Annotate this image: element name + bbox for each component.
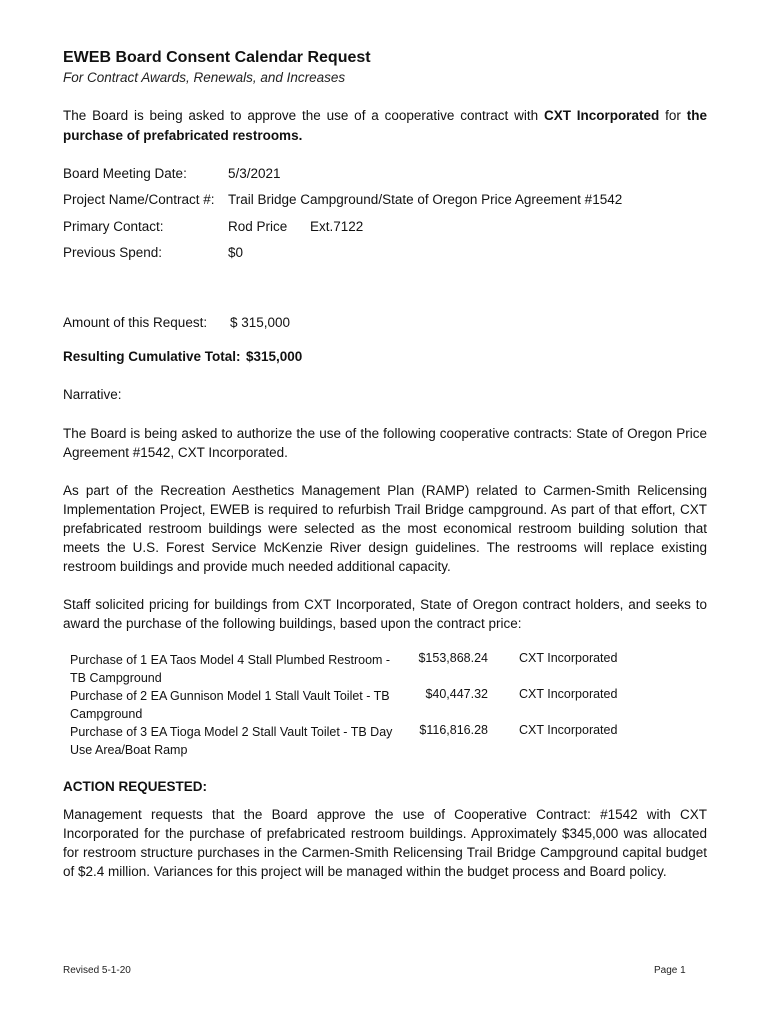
meeting-date-label: Board Meeting Date: bbox=[63, 166, 187, 181]
narrative-paragraph-2: As part of the Recreation Aesthetics Management Plan (RAMP) related to Carmen-Smith Relicensing Implementation Project, EWEB is required to refurbish Trail Bridge campground. As part of that effort, CXT prefabricated restroom buildings were selected as the most economical restroom building solution that meets the U.S. Forest Service McKenzie River design guidelines. The restrooms will replace existing restroom buildings and provide much needed additional capacity. bbox=[63, 483, 707, 574]
purchase-item-3-description: Purchase of 3 EA Tioga Model 2 Stall Vault Toilet - TB Day Use Area/Boat Ramp bbox=[70, 725, 393, 757]
contact-ext: Ext.7122 bbox=[310, 219, 364, 234]
purchase-item-1-description: Purchase of 1 EA Taos Model 4 Stall Plumbed Restroom - TB Campground bbox=[70, 653, 391, 685]
intro-vendor: CXT Incorporated bbox=[543, 108, 660, 123]
intro-paragraph bbox=[63, 106, 707, 146]
previous-spend-value: $0 bbox=[228, 245, 244, 260]
cumulative-total-value: $315,000 bbox=[246, 349, 303, 364]
narrative-paragraph-3: Staff solicited pricing for buildings from CXT Incorporated, State of Oregon contract holders, and seeks to award the purchase of the following buildings, based upon the contract price: bbox=[63, 597, 707, 631]
revised-date: Revised 5-1-20 bbox=[63, 965, 131, 976]
previous-spend-label: Previous Spend: bbox=[63, 245, 163, 260]
purchase-item-1-vendor: CXT Incorporated bbox=[519, 651, 618, 665]
page-subtitle: For Contract Awards, Renewals, and Increases bbox=[63, 70, 346, 85]
page-title: EWEB Board Consent Calendar Request bbox=[63, 49, 371, 66]
cumulative-total-label: Resulting Cumulative Total: bbox=[63, 349, 241, 364]
purchase-item-2-description: Purchase of 2 EA Gunnison Model 1 Stall Vault Toilet - TB Campground bbox=[70, 689, 390, 721]
intro-middle: for bbox=[659, 108, 687, 123]
purchase-item-1-amount: $153,868.24 bbox=[418, 651, 488, 665]
project-value: Trail Bridge Campground/State of Oregon Price Agreement #1542 bbox=[228, 192, 623, 207]
purchase-item-2-vendor: CXT Incorporated bbox=[519, 687, 618, 701]
intro-prefix: The Board is being asked to approve the use of a cooperative contract with bbox=[63, 108, 544, 123]
contact-name: Rod Price bbox=[228, 219, 288, 234]
intro-purpose: the purchase of prefabricated restrooms. bbox=[63, 108, 707, 143]
project-label: Project Name/Contract #: bbox=[63, 192, 215, 207]
narrative-heading: Narrative: bbox=[63, 387, 122, 402]
request-amount-value: $ 315,000 bbox=[230, 315, 291, 330]
action-heading: ACTION REQUESTED: bbox=[63, 779, 208, 794]
page-number: Page 1 bbox=[654, 965, 686, 976]
purchase-item-3-vendor: CXT Incorporated bbox=[519, 723, 618, 737]
request-amount-label: Amount of this Request: bbox=[63, 315, 208, 330]
contact-label: Primary Contact: bbox=[63, 219, 164, 234]
action-paragraph: Management requests that the Board approve the use of Cooperative Contract: #1542 with CXT Incorporated for the purchase of prefabricated restroom buildings. Approximately $345,000 was allocated for restroom structure purchases in the Carmen-Smith Relicensing Trail Bridge Campground capital budget of $2.4 million. Variances for this project will be managed within the budget process and Board policy. bbox=[63, 807, 707, 879]
meeting-date-value: 5/3/2021 bbox=[228, 166, 281, 181]
purchase-item-2-amount: $40,447.32 bbox=[425, 687, 488, 701]
narrative-paragraph-1: The Board is being asked to authorize the use of the following cooperative contracts: State of Oregon Price Agreement #1542, CXT Incorporated. bbox=[63, 426, 707, 460]
purchase-item-3-amount: $116,816.28 bbox=[419, 723, 488, 737]
